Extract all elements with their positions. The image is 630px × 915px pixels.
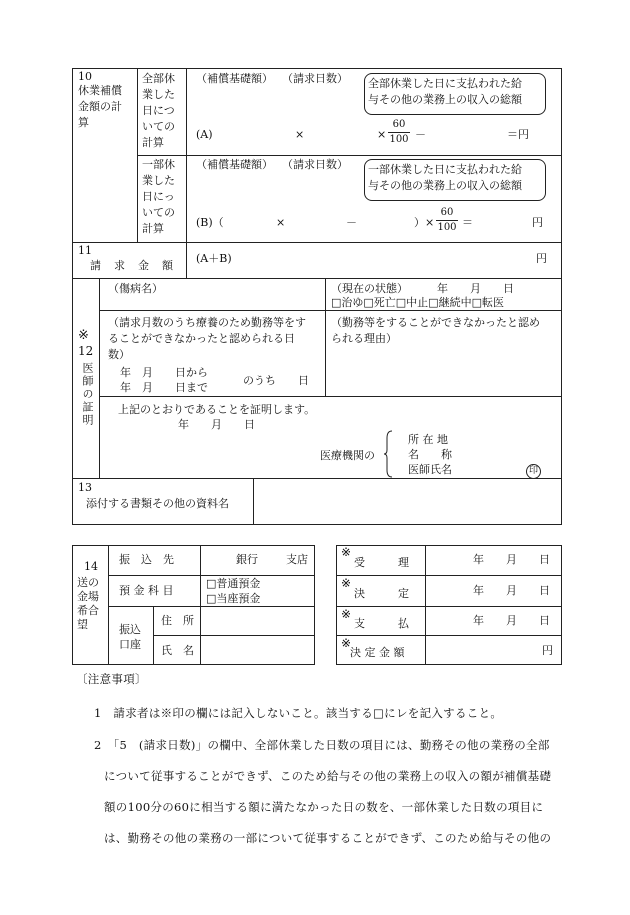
decided-amount-yen: 円 xyxy=(542,644,553,657)
period-to: 年 月 日まで xyxy=(120,381,208,394)
certify-statement: 上記のとおりであることを証明します。 xyxy=(118,403,316,416)
ordinary-deposit-checkbox[interactable]: □普通預金 xyxy=(206,577,261,590)
reason-label-1: （勤務等をすることができなかったと認め xyxy=(331,316,540,329)
section-10-number: 10 xyxy=(78,70,92,83)
section-10-title-3: 算 xyxy=(78,116,89,129)
full-times-1: × xyxy=(295,128,305,141)
attached-documents-label: 添付する書類その他の資料名 xyxy=(86,497,229,510)
note-line-5: は、勤務その他の業務の一部について従事することができず、このため給与その他の xyxy=(104,831,552,845)
remit-label-1: 送の xyxy=(77,576,99,589)
note-line-2: 2 「5 (請求日数)」の欄中、全部休業した日数の項目には、勤務その他の業務の全部 xyxy=(94,738,550,752)
account-name-label: 氏 名 xyxy=(161,644,194,657)
receipt-date: 年 月 日 xyxy=(473,553,550,566)
full-hdr-base: （補償基礎額） xyxy=(196,72,273,85)
full-fraction-num: 60 xyxy=(392,119,406,130)
payment-date: 年 月 日 xyxy=(473,614,550,627)
formula-b-label: (B)（ xyxy=(196,216,224,229)
partial-hdr-days: （請求日数） xyxy=(282,158,348,171)
account-label-1: 振込 xyxy=(119,623,141,636)
decision-date: 年 月 日 xyxy=(473,584,550,597)
full-result: ＝円 xyxy=(507,128,529,141)
institution-name-label: 名 称 xyxy=(408,448,452,461)
certify-date: 年 月 日 xyxy=(178,418,255,431)
office-use-mark: ※ xyxy=(78,328,89,343)
section-11-number: 11 xyxy=(78,244,92,257)
amount-mark: ※ xyxy=(341,636,352,650)
remit-label-3: 希合 xyxy=(77,604,99,617)
full-times-2: × xyxy=(377,128,387,141)
doctor-name-label: 医師氏名 xyxy=(408,463,452,476)
claim-yen: 円 xyxy=(536,252,547,265)
period-days: のうち 日 xyxy=(243,374,309,387)
full-minus: － xyxy=(415,128,426,141)
section-14-number: 14 xyxy=(84,560,98,573)
reason-label-2: られる理由） xyxy=(331,332,397,345)
doctor-certification-label: 医師の証明 xyxy=(81,362,94,427)
partial-label-1: 一部休 xyxy=(142,158,175,171)
claim-amount-label: 請 求 金 額 xyxy=(90,259,174,272)
receipt-mark: ※ xyxy=(341,545,352,559)
partial-fraction xyxy=(436,207,458,233)
partial-equals: ＝ xyxy=(462,216,473,229)
partial-label-5: 計算 xyxy=(142,222,164,235)
institution-brace-icon xyxy=(383,430,393,478)
note-line-4: 額の100分の60に相当する額に満たなかった日の数を、一部休業した日数の項目に xyxy=(104,800,544,814)
partial-hdr-base: （補償基礎額） xyxy=(196,158,273,171)
partial-yen: 円 xyxy=(532,216,543,229)
note-line-1: 1 請求者は※印の欄には記入しないこと。該当する□にレを記入すること。 xyxy=(94,706,503,720)
full-fraction-den: 100 xyxy=(389,133,409,145)
note-line-3: について従事することができず、このため給与その他の業務上の収入の額が補償基礎 xyxy=(104,769,552,783)
payment-mark: ※ xyxy=(341,607,352,621)
current-deposit-checkbox[interactable]: □当座預金 xyxy=(206,592,261,605)
account-type-label: 預 金 科 目 xyxy=(119,584,174,597)
disease-name-label: （傷病名） xyxy=(108,282,163,295)
partial-label-4: いての xyxy=(142,206,175,219)
remit-label-4: 望 xyxy=(77,618,88,631)
section-12-number: 12 xyxy=(78,344,94,358)
partial-income-line-2: 与その他の業務上の収入の総額 xyxy=(368,179,522,192)
remit-label-2: 金場 xyxy=(77,590,99,603)
account-address-label: 住 所 xyxy=(161,614,194,627)
months-label-1: （請求月数のうち療養のため勤務等をす xyxy=(108,316,306,329)
full-label-2: 業した xyxy=(142,88,175,101)
section-10-title-2: 金額の計 xyxy=(78,100,122,113)
current-state-options[interactable]: □治ゆ□死亡□中止□継続中□転医 xyxy=(331,296,504,309)
branch-label: 支店 xyxy=(286,553,308,566)
medical-institution-label: 医療機関の xyxy=(320,449,375,462)
account-label-2: 口座 xyxy=(119,638,141,651)
institution-address-label: 所 在 地 xyxy=(408,433,448,446)
seal-icon: 印 xyxy=(526,464,541,479)
full-label-1: 全部休 xyxy=(142,72,175,85)
decision-label: 決 定 xyxy=(354,587,409,600)
bank-label: 銀行 xyxy=(236,553,258,566)
claim-formula: (A＋B) xyxy=(196,252,232,265)
partial-fraction-den: 100 xyxy=(437,221,457,233)
period-from: 年 月 日から xyxy=(120,366,208,379)
current-state-date: 年 月 日 xyxy=(437,282,514,295)
full-label-3: 日につ xyxy=(142,104,175,117)
full-income-line-2: 与その他の業務上の収入の総額 xyxy=(368,93,522,106)
full-label-4: いての xyxy=(142,120,175,133)
notes-heading: 〔注意事項〕 xyxy=(76,672,147,686)
section-10-title-1: 休業補償 xyxy=(78,84,122,97)
full-hdr-days: （請求日数） xyxy=(282,72,348,85)
partial-income-line-1: 一部休業した日に支払われた給 xyxy=(368,163,522,176)
months-label-2: ることができなかったと認められる日 xyxy=(108,332,295,345)
full-fraction xyxy=(388,119,410,145)
partial-times: × xyxy=(276,216,286,229)
partial-close-times: ）× xyxy=(414,216,435,229)
partial-fraction-num: 60 xyxy=(440,207,454,218)
partial-minus: － xyxy=(346,216,357,229)
current-state-label: （現在の状態） xyxy=(331,282,408,295)
formula-a-label: (A) xyxy=(196,128,213,141)
partial-label-3: 日にっ xyxy=(142,190,175,203)
months-label-3: 数） xyxy=(108,348,130,361)
receipt-label: 受 理 xyxy=(354,556,409,569)
decided-amount-label: 決 定 金 額 xyxy=(350,646,405,659)
decision-mark: ※ xyxy=(341,576,352,590)
partial-label-2: 業した xyxy=(142,174,175,187)
section-13-number: 13 xyxy=(78,481,92,494)
transfer-to-label: 振 込 先 xyxy=(119,553,174,566)
full-income-line-1: 全部休業した日に支払われた給 xyxy=(368,77,522,90)
payment-label: 支 払 xyxy=(354,617,409,630)
full-label-5: 計算 xyxy=(142,136,164,149)
